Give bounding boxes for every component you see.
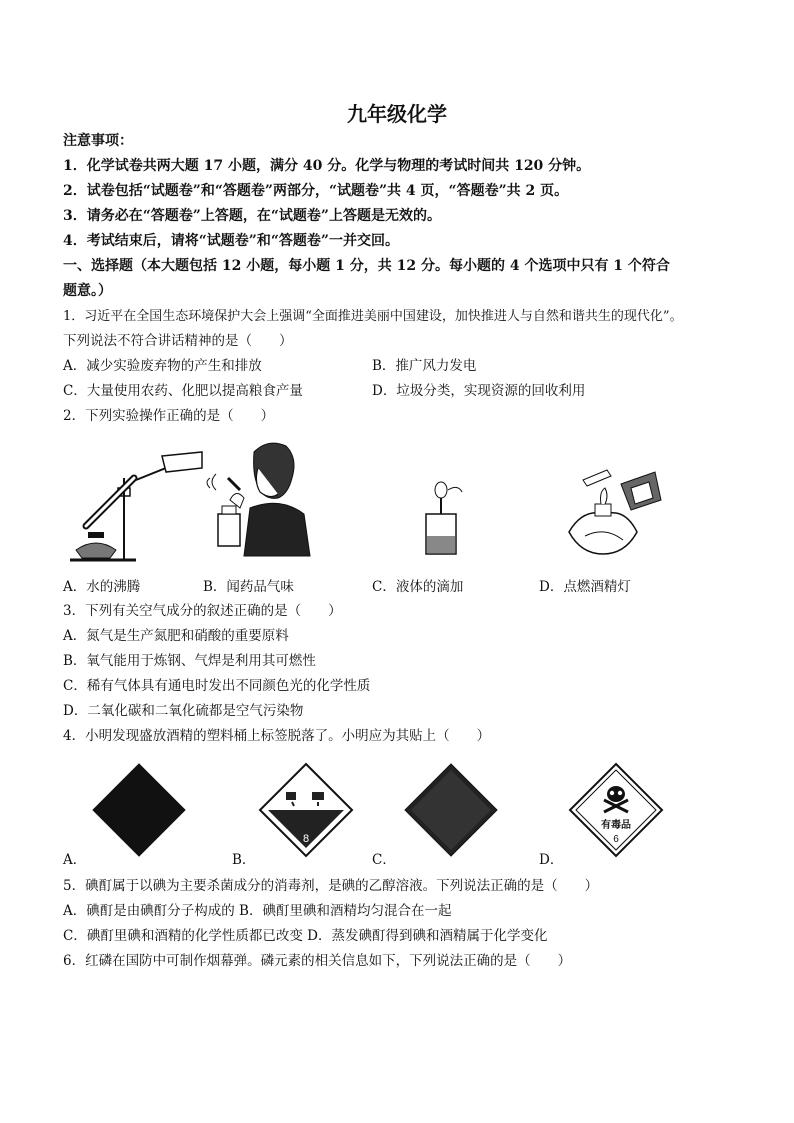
- q1-stem-line1: 1．习近平在全国生态环境保护大会上强调“全面推进美丽中国建设，加快推进人与自然和谐共生的现代化”。: [63, 309, 683, 324]
- notes-heading: 注意事项：: [63, 133, 133, 149]
- q2-stem: 2．下列实验操作正确的是（ ）: [63, 408, 275, 424]
- section-heading-line1: 一、选择题（本大题包括 12 小题，每小题 1 分，共 12 分。每小题的 4 个选项中只有 1 个符合: [63, 258, 670, 274]
- q4-option-d: D．: [539, 852, 564, 868]
- page-title: 九年级化学: [347, 102, 447, 126]
- hazard-sign-b-corrosive: [258, 762, 354, 858]
- hazard-sign-d-toxic: [568, 762, 664, 858]
- q1-option-d: D．垃圾分类，实现资源的回收利用: [372, 383, 586, 399]
- q4-option-b: B．: [232, 852, 256, 868]
- q3-option-a: A．氮气是生产氮肥和硝酸的重要原料: [63, 628, 289, 644]
- note-item-3: 3．请务必在“答题卷”上答题，在“试题卷”上答题是无效的。: [63, 208, 441, 224]
- q4-option-c: C．: [372, 852, 396, 868]
- q2-option-a: A．水的沸腾: [63, 579, 141, 595]
- q5-stem: 5．碘酊属于以碘为主要杀菌成分的消毒剂，是碘的乙醇溶液。下列说法正确的是（ ）: [63, 878, 599, 894]
- figure-dropping-liquid: [418, 478, 468, 558]
- figure-boiling-water: [66, 448, 206, 566]
- q3-option-c: C．稀有气体具有通电时发出不同颜色光的化学性质: [63, 678, 371, 694]
- figure-lighting-alcohol-lamp: [565, 466, 665, 558]
- q4-option-a: A．: [63, 852, 87, 868]
- figure-smelling-chemicals: [200, 438, 315, 558]
- q3-stem: 3．下列有关空气成分的叙述正确的是（ ）: [63, 603, 342, 619]
- q2-option-c: C．液体的滴加: [372, 579, 464, 595]
- q1-stem-line2: 下列说法不符合讲话精神的是（ ）: [63, 333, 293, 349]
- sign-d-number: 6: [613, 834, 619, 845]
- q3-option-b: B．氧气能用于炼钢、气焊是利用其可燃性: [63, 653, 316, 669]
- hazard-sign-c: [403, 762, 499, 858]
- q2-option-d: D．点燃酒精灯: [539, 579, 631, 595]
- q1-option-b: B．推广风力发电: [372, 358, 477, 374]
- note-item-1: 1．化学试卷共两大题 17 小题，满分 40 分。化学与物理的考试时间共 120 分钟。: [63, 158, 591, 174]
- hazard-sign-a: [91, 762, 187, 858]
- sign-b-number: 8: [302, 833, 310, 845]
- q3-option-d: D．二氧化碳和二氧化硫都是空气污染物: [63, 703, 304, 719]
- sign-d-text: 有毒品: [601, 820, 631, 831]
- q5-options-ab: A．碘酊是由碘酊分子构成的 B．碘酊里碘和酒精均匀混合在一起: [63, 903, 452, 919]
- q2-option-b: B．闻药品气味: [203, 579, 294, 595]
- q6-stem: 6．红磷在国防中可制作烟幕弹。磷元素的相关信息如下，下列说法正确的是（ ）: [63, 953, 572, 969]
- q1-option-a: A．减少实验废弃物的产生和排放: [63, 358, 262, 374]
- q5-options-cd: C．碘酊里碘和酒精的化学性质都已改变 D．蒸发碘酊得到碘和酒精属于化学变化: [63, 928, 548, 944]
- q4-stem: 4．小明发现盛放酒精的塑料桶上标签脱落了。小明应为其贴上（ ）: [63, 728, 491, 744]
- note-item-4: 4．考试结束后，请将“试题卷”和“答题卷”一并交回。: [63, 233, 399, 249]
- q1-option-c: C．大量使用农药、化肥以提高粮食产量: [63, 383, 303, 399]
- note-item-2: 2．试卷包括“试题卷”和“答题卷”两部分，“试题卷”共 4 页，“答题卷”共 2 页。: [63, 183, 569, 199]
- section-heading-line2: 题意。）: [63, 283, 112, 299]
